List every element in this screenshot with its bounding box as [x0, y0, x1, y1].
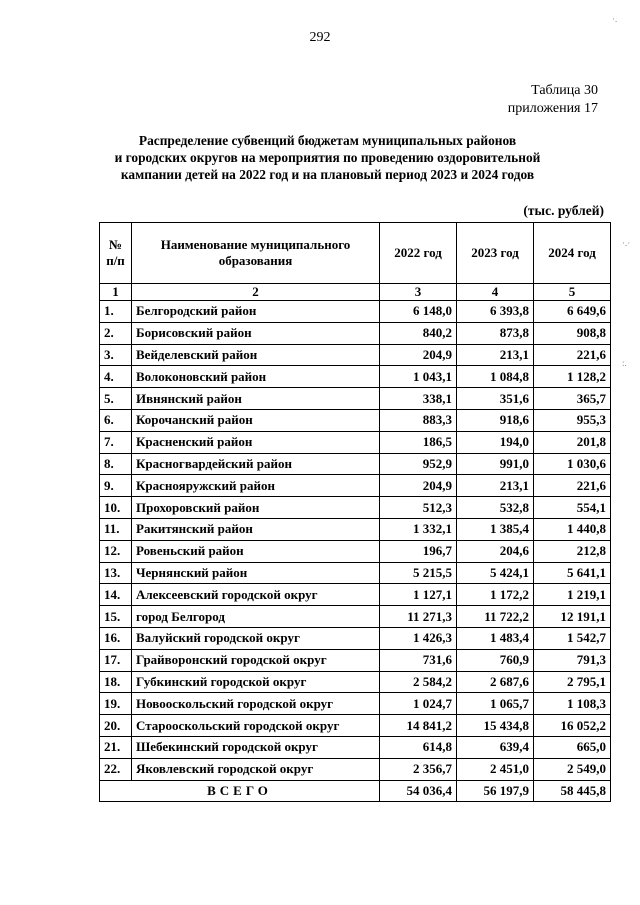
value-2024: 221,6 [534, 475, 611, 497]
table-row [100, 758, 611, 780]
municipality-name: Старооскольский городской округ [132, 715, 380, 737]
value-2022: 204,9 [380, 344, 457, 366]
value-2022: 186,5 [380, 431, 457, 453]
column-number: 1 [100, 284, 132, 301]
value-2024: 1 128,2 [534, 366, 611, 388]
header-number-line-1: № [108, 237, 123, 252]
value-2022: 1 332,1 [380, 518, 457, 540]
column-numbers-row [100, 284, 611, 301]
table-row [100, 344, 611, 366]
row-number: 16. [100, 627, 132, 649]
value-2022: 883,3 [380, 409, 457, 431]
value-2022: 952,9 [380, 453, 457, 475]
municipality-name: Корочанский район [132, 409, 380, 431]
value-2024: 212,8 [534, 540, 611, 562]
value-2022: 5 215,5 [380, 562, 457, 584]
value-2023: 1 483,4 [457, 627, 534, 649]
value-2023: 15 434,8 [457, 715, 534, 737]
value-2022: 512,3 [380, 497, 457, 519]
header-2023: 2023 год [457, 223, 534, 284]
value-2024: 2 549,0 [534, 758, 611, 780]
header-2024: 2024 год [534, 223, 611, 284]
value-2023: 5 424,1 [457, 562, 534, 584]
value-2022: 14 841,2 [380, 715, 457, 737]
value-2023: 760,9 [457, 649, 534, 671]
value-2022: 11 271,3 [380, 606, 457, 628]
row-number: 10. [100, 497, 132, 519]
table-header-row [100, 223, 611, 284]
table-row [100, 322, 611, 344]
value-2022: 1 127,1 [380, 584, 457, 606]
municipality-name: Вейделевский район [132, 344, 380, 366]
value-2023: 194,0 [457, 431, 534, 453]
value-2024: 365,7 [534, 388, 611, 410]
header-name-line-2: образования [218, 253, 293, 268]
subsidy-table [99, 222, 611, 802]
row-number: 12. [100, 540, 132, 562]
value-2024: 16 052,2 [534, 715, 611, 737]
table-row [100, 497, 611, 519]
table-row [100, 584, 611, 606]
value-2023: 213,1 [457, 475, 534, 497]
value-2023: 991,0 [457, 453, 534, 475]
municipality-name: Яковлевский городской округ [132, 758, 380, 780]
row-number: 11. [100, 518, 132, 540]
row-number: 9. [100, 475, 132, 497]
value-2022: 2 584,2 [380, 671, 457, 693]
value-2024: 955,3 [534, 409, 611, 431]
municipality-name: Чернянский район [132, 562, 380, 584]
total-2024: 58 445,8 [534, 780, 611, 802]
value-2023: 532,8 [457, 497, 534, 519]
value-2023: 11 722,2 [457, 606, 534, 628]
value-2023: 213,1 [457, 344, 534, 366]
column-number: 2 [132, 284, 380, 301]
row-number: 6. [100, 409, 132, 431]
table-row [100, 409, 611, 431]
header-number-line-2: п/п [106, 253, 125, 268]
value-2022: 1 426,3 [380, 627, 457, 649]
municipality-name: Волоконовский район [132, 366, 380, 388]
table-row [100, 606, 611, 628]
value-2023: 6 393,8 [457, 301, 534, 323]
column-number: 4 [457, 284, 534, 301]
value-2023: 351,6 [457, 388, 534, 410]
document-title-line-1: Распределение субвенций бюджетам муниципальных районов [138, 133, 517, 148]
value-2024: 201,8 [534, 431, 611, 453]
value-2022: 840,2 [380, 322, 457, 344]
value-2024: 554,1 [534, 497, 611, 519]
row-number: 19. [100, 693, 132, 715]
municipality-name: Губкинский городской округ [132, 671, 380, 693]
value-2023: 918,6 [457, 409, 534, 431]
document-title [60, 132, 595, 183]
table-row [100, 627, 611, 649]
table-row [100, 388, 611, 410]
municipality-name: Грайворонский городской округ [132, 649, 380, 671]
value-2024: 221,6 [534, 344, 611, 366]
value-2022: 731,6 [380, 649, 457, 671]
row-number: 7. [100, 431, 132, 453]
value-2022: 338,1 [380, 388, 457, 410]
table-row [100, 301, 611, 323]
total-label: ВСЕГО [100, 780, 380, 802]
table-row [100, 366, 611, 388]
table-row [100, 671, 611, 693]
total-2023: 56 197,9 [457, 780, 534, 802]
municipality-name: Борисовский район [132, 322, 380, 344]
row-number: 3. [100, 344, 132, 366]
table-row [100, 475, 611, 497]
column-number: 5 [534, 284, 611, 301]
municipality-name: Ровеньский район [132, 540, 380, 562]
units-label: (тыс. рублей) [523, 203, 604, 218]
value-2023: 2 451,0 [457, 758, 534, 780]
table-row [100, 649, 611, 671]
table-reference-line-2: приложения 17 [507, 101, 598, 116]
value-2024: 12 191,1 [534, 606, 611, 628]
municipality-name: Шебекинский городской округ [132, 736, 380, 758]
row-number: 17. [100, 649, 132, 671]
value-2022: 204,9 [380, 475, 457, 497]
value-2024: 791,3 [534, 649, 611, 671]
header-number [100, 223, 132, 284]
value-2023: 1 065,7 [457, 693, 534, 715]
value-2022: 614,8 [380, 736, 457, 758]
municipality-name: Белгородский район [132, 301, 380, 323]
table-row [100, 693, 611, 715]
row-number: 18. [100, 671, 132, 693]
municipality-name: Красногвардейский район [132, 453, 380, 475]
table-row [100, 518, 611, 540]
table-row [100, 431, 611, 453]
header-name-line-1: Наименование муниципального [160, 237, 351, 252]
value-2024: 1 108,3 [534, 693, 611, 715]
value-2024: 665,0 [534, 736, 611, 758]
municipality-name: Ракитянский район [132, 518, 380, 540]
value-2024: 1 219,1 [534, 584, 611, 606]
scan-artifact: :. [622, 358, 627, 368]
value-2023: 639,4 [457, 736, 534, 758]
value-2024: 908,8 [534, 322, 611, 344]
table-row [100, 562, 611, 584]
value-2024: 1 030,6 [534, 453, 611, 475]
value-2022: 1 043,1 [380, 366, 457, 388]
document-title-line-3: кампании детей на 2022 год и на плановый период 2023 и 2024 годов [120, 167, 535, 182]
row-number: 14. [100, 584, 132, 606]
value-2023: 1 172,2 [457, 584, 534, 606]
municipality-name: Валуйский городской округ [132, 627, 380, 649]
table-reference [398, 82, 598, 118]
value-2024: 1 440,8 [534, 518, 611, 540]
total-row [100, 780, 611, 802]
scan-artifact: ·.· [622, 238, 631, 248]
value-2023: 1 084,8 [457, 366, 534, 388]
row-number: 1. [100, 301, 132, 323]
row-number: 5. [100, 388, 132, 410]
column-number: 3 [380, 284, 457, 301]
row-number: 13. [100, 562, 132, 584]
municipality-name: Красненский район [132, 431, 380, 453]
row-number: 8. [100, 453, 132, 475]
municipality-name: Прохоровский район [132, 497, 380, 519]
value-2024: 2 795,1 [534, 671, 611, 693]
row-number: 22. [100, 758, 132, 780]
value-2022: 2 356,7 [380, 758, 457, 780]
value-2023: 2 687,6 [457, 671, 534, 693]
row-number: 20. [100, 715, 132, 737]
table-row [100, 736, 611, 758]
value-2023: 873,8 [457, 322, 534, 344]
value-2024: 1 542,7 [534, 627, 611, 649]
table-row [100, 715, 611, 737]
value-2023: 204,6 [457, 540, 534, 562]
row-number: 21. [100, 736, 132, 758]
value-2022: 196,7 [380, 540, 457, 562]
header-2022: 2022 год [380, 223, 457, 284]
total-2022: 54 036,4 [380, 780, 457, 802]
value-2023: 1 385,4 [457, 518, 534, 540]
value-2022: 1 024,7 [380, 693, 457, 715]
table-row [100, 540, 611, 562]
table-row [100, 453, 611, 475]
value-2024: 6 649,6 [534, 301, 611, 323]
municipality-name: Алексеевский городской округ [132, 584, 380, 606]
municipality-name: Ивнянский район [132, 388, 380, 410]
page-number: 292 [309, 30, 331, 45]
value-2022: 6 148,0 [380, 301, 457, 323]
row-number: 4. [100, 366, 132, 388]
table-reference-line-1: Таблица 30 [531, 83, 598, 98]
value-2024: 5 641,1 [534, 562, 611, 584]
municipality-name: город Белгород [132, 606, 380, 628]
scan-artifact: ·. [612, 14, 618, 24]
municipality-name: Краснояружский район [132, 475, 380, 497]
header-name [132, 223, 380, 284]
row-number: 2. [100, 322, 132, 344]
document-title-line-2: и городских округов на мероприятия по проведению оздоровительной [114, 150, 541, 165]
row-number: 15. [100, 606, 132, 628]
municipality-name: Новооскольский городской округ [132, 693, 380, 715]
